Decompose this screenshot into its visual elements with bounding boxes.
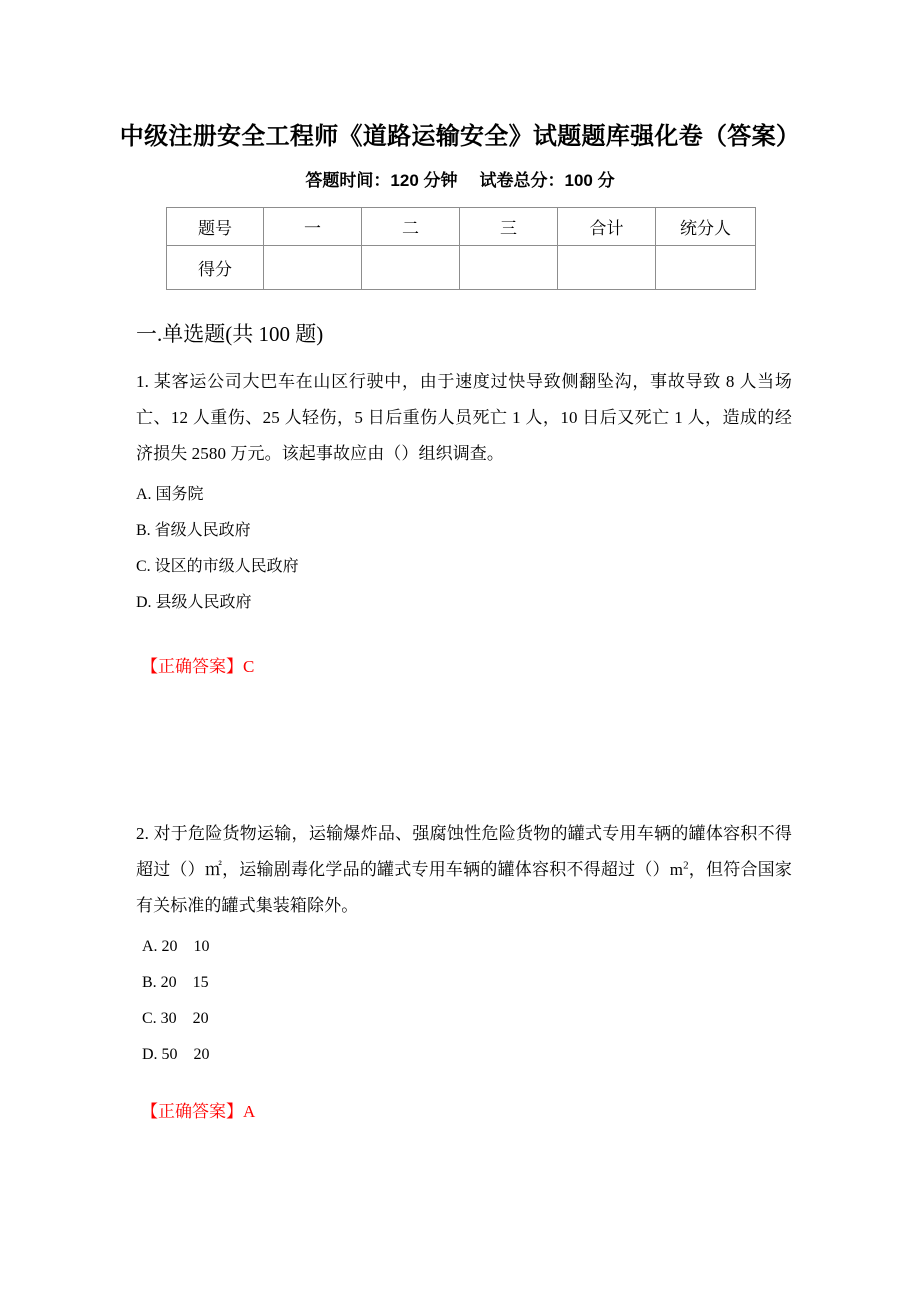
option-a[interactable]: A. 国务院: [136, 486, 204, 503]
question-block-2: [136, 816, 792, 1073]
option-c[interactable]: C. 设区的市级人民政府: [136, 558, 299, 575]
option-b[interactable]: B. 省级人民政府: [136, 522, 251, 539]
question-block-1: [136, 364, 792, 621]
page-title: 中级注册安全工程师《道路运输安全》试题题库强化卷（答案）: [119, 124, 801, 150]
score-table-cell: [460, 246, 558, 290]
option-c[interactable]: C. 30 20: [142, 1010, 209, 1027]
table-row: [167, 208, 756, 246]
score-table-header-cell: 三: [460, 208, 558, 246]
correct-answer-label: 【正确答案】: [141, 1102, 243, 1121]
score-table-header-cell: 统分人: [656, 208, 756, 246]
question-stem-part2: ，但符合国家有关标准的罐式集装箱除外。: [136, 860, 792, 915]
exam-total-score: 试卷总分：100 分: [479, 171, 615, 190]
correct-answer-value: A: [243, 1102, 256, 1121]
correct-answer-label: 【正确答案】: [141, 657, 243, 676]
question-stem: [136, 816, 792, 924]
correct-answer-2: [141, 1097, 255, 1122]
score-table-cell: [558, 246, 656, 290]
section-heading-single-choice: 一.单选题(共 100 题): [136, 322, 324, 346]
score-table-header-cell: 题号: [167, 208, 264, 246]
correct-answer-value: C: [243, 657, 255, 676]
score-table-header-cell: 合计: [558, 208, 656, 246]
score-table-cell: [264, 246, 362, 290]
score-table-header-cell: 一: [264, 208, 362, 246]
question-stem-part1: 2. 对于危险货物运输，运输爆炸品、强腐蚀性危险货物的罐式专用车辆的罐体容积不得超过（）㎡，运输剧毒化学品的罐式专用车辆的罐体容积不得超过（）m: [136, 824, 792, 879]
option-b[interactable]: B. 20 15: [142, 974, 209, 991]
score-table-cell: [362, 246, 460, 290]
score-table: [166, 207, 756, 290]
score-table-cell: [656, 246, 756, 290]
score-table-row-label: 得分: [167, 246, 264, 290]
question-options: [136, 477, 792, 621]
option-d[interactable]: D. 县级人民政府: [136, 594, 252, 611]
question-stem: 1. 某客运公司大巴车在山区行驶中，由于速度过快导致侧翻坠沟，事故导致 8 人当场亡、12 人重伤、25 人轻伤，5 日后重伤人员死亡 1 人，10 日后又死亡 1 人，造成的经济损失 2580 万元。该起事故应由（）组织调查。: [136, 372, 792, 463]
exam-meta-line: [60, 166, 860, 191]
option-d[interactable]: D. 50 20: [142, 1046, 210, 1063]
option-a[interactable]: A. 20 10: [142, 938, 210, 955]
square-meter-superscript: 2: [683, 859, 689, 872]
table-row: [167, 246, 756, 290]
exam-duration: 答题时间：120 分钟: [305, 171, 458, 190]
score-table-header-cell: 二: [362, 208, 460, 246]
question-options: [136, 929, 792, 1073]
correct-answer-1: [141, 652, 254, 677]
